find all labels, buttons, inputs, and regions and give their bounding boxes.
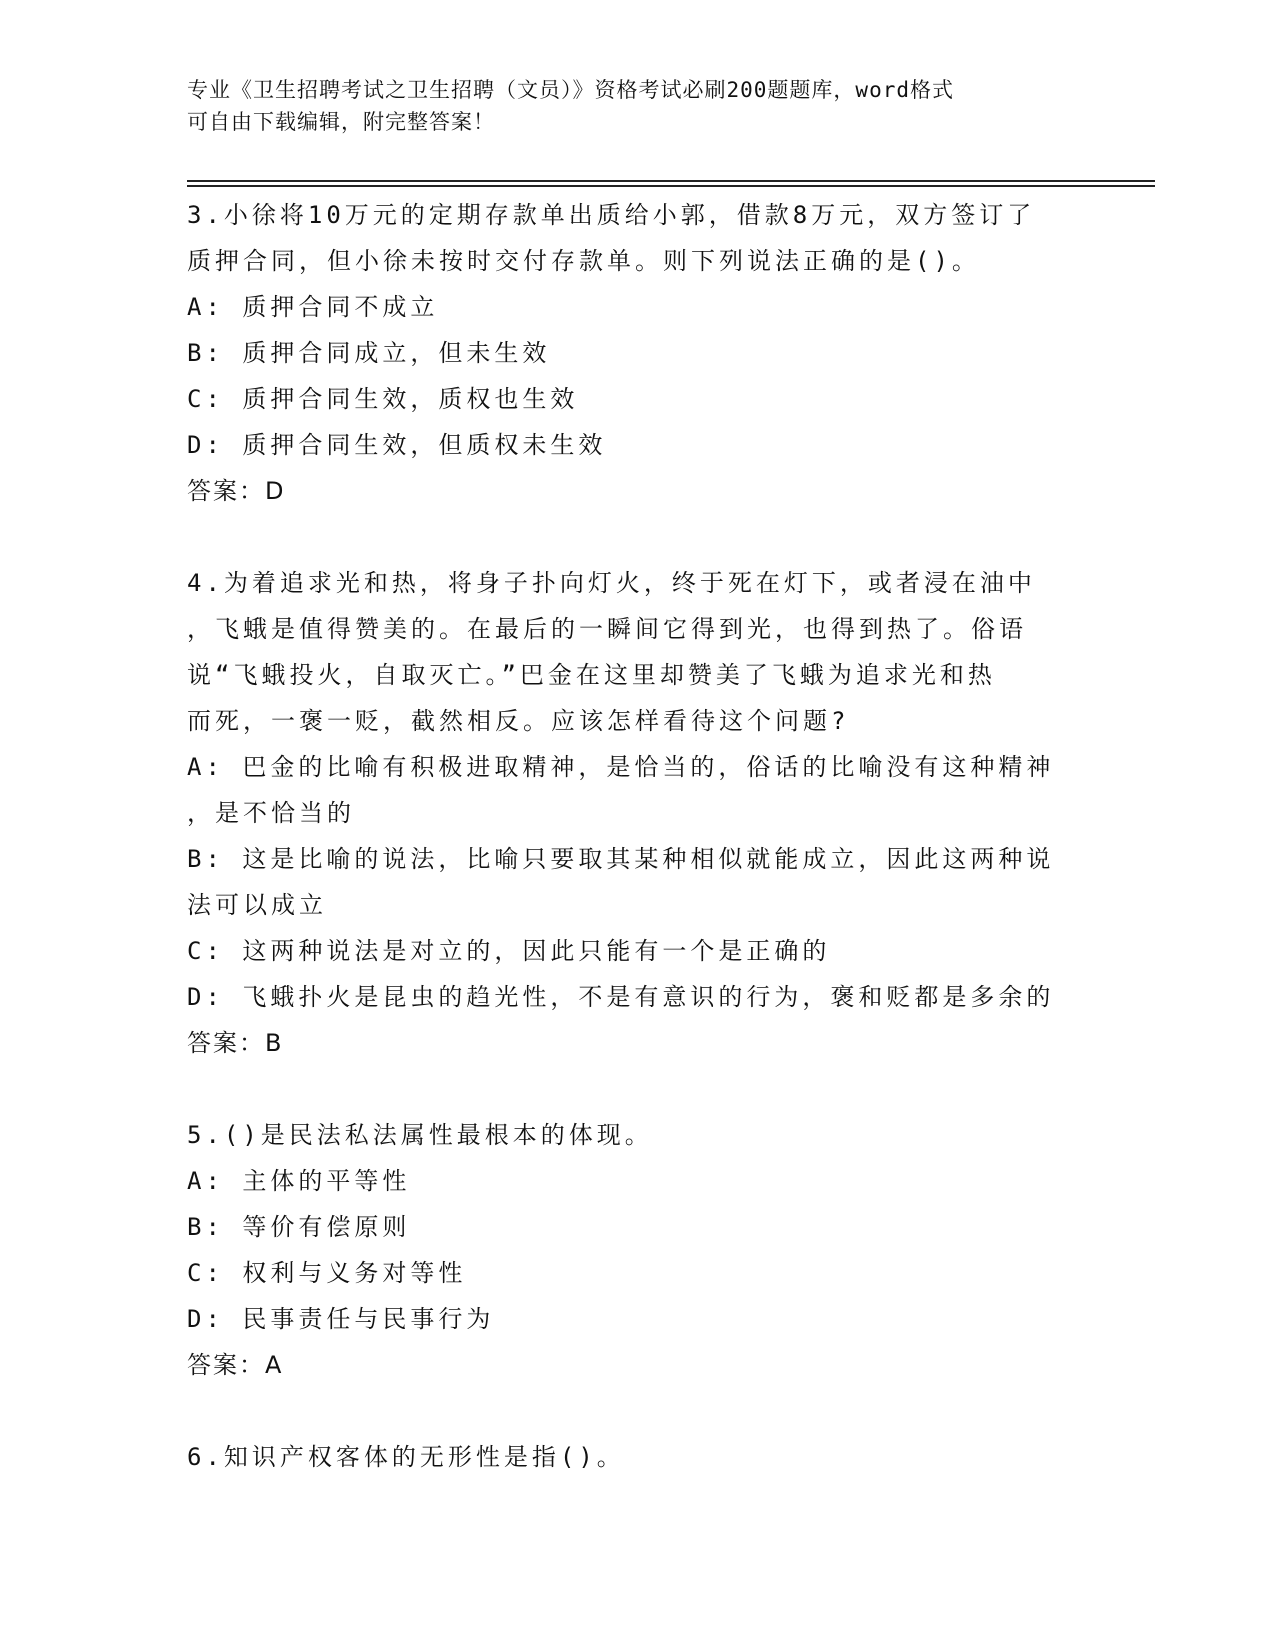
option-a: A: 主体的平等性 — [187, 1167, 411, 1195]
question-stem-line: 4.为着追求光和热，将身子扑向灯火，终于死在灯下，或者浸在油中 — [187, 569, 1036, 597]
option-b: B: 等价有偿原则 — [187, 1213, 411, 1241]
answer-label: 答案：D — [187, 477, 286, 505]
header-divider — [187, 185, 1155, 187]
option-d: D: 质押合同生效，但质权未生效 — [187, 431, 607, 459]
question-3 — [187, 192, 1087, 514]
option-d: D: 民事责任与民事行为 — [187, 1305, 495, 1333]
option-b: B: 质押合同成立，但未生效 — [187, 339, 551, 367]
header-line: 可自由下载编辑，附完整答案！ — [187, 110, 495, 134]
question-stem-line: 5.()是民法私法属性最根本的体现。 — [187, 1121, 653, 1149]
question-4 — [187, 560, 1087, 1066]
question-5 — [187, 1112, 1087, 1388]
question-stem-line: 质押合同，但小徐未按时交付存款单。则下列说法正确的是()。 — [187, 247, 980, 275]
option-a-continued: ，是不恰当的 — [187, 799, 355, 827]
document-header — [187, 74, 1087, 138]
question-stem-line: 说“飞蛾投火，自取灭亡。”巴金在这里却赞美了飞蛾为追求光和热 — [187, 661, 996, 689]
answer-label: 答案：B — [187, 1029, 284, 1057]
question-list — [187, 192, 1087, 1526]
answer-label: 答案：A — [187, 1351, 284, 1379]
question-stem-line: 3.小徐将10万元的定期存款单出质给小郭，借款8万元，双方签订了 — [187, 201, 1036, 229]
option-c: C: 权利与义务对等性 — [187, 1259, 467, 1287]
header-line: 专业《卫生招聘考试之卫生招聘（文员）》资格考试必刷200题题库，word格式 — [187, 78, 954, 102]
option-b-continued: 法可以成立 — [187, 891, 327, 919]
header-divider — [187, 180, 1155, 182]
option-b: B: 这是比喻的说法，比喻只要取其某种相似就能成立，因此这两种说 — [187, 845, 1055, 873]
option-c: C: 质押合同生效，质权也生效 — [187, 385, 579, 413]
option-a: A: 巴金的比喻有积极进取精神，是恰当的，俗话的比喻没有这种精神 — [187, 753, 1055, 781]
question-6 — [187, 1434, 1087, 1480]
option-a: A: 质押合同不成立 — [187, 293, 439, 321]
option-d: D: 飞蛾扑火是昆虫的趋光性，不是有意识的行为，褒和贬都是多余的 — [187, 983, 1055, 1011]
question-stem-line: 而死，一褒一贬，截然相反。应该怎样看待这个问题? — [187, 707, 850, 735]
question-stem-line: 6.知识产权客体的无形性是指()。 — [187, 1443, 625, 1471]
option-c: C: 这两种说法是对立的，因此只能有一个是正确的 — [187, 937, 831, 965]
question-stem-line: ，飞蛾是值得赞美的。在最后的一瞬间它得到光，也得到热了。俗语 — [187, 615, 1027, 643]
